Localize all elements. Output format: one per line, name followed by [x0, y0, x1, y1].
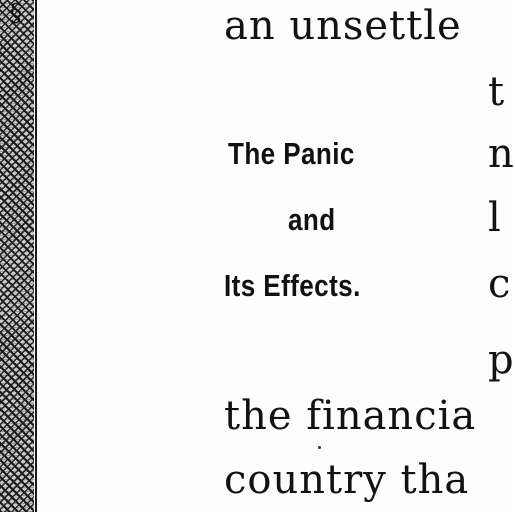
body-line-6: p: [488, 337, 515, 383]
body-line-3: n: [488, 131, 515, 177]
body-line-5: c: [488, 261, 512, 307]
body-line-7: the financia: [224, 393, 477, 439]
body-line-8: country tha: [224, 457, 470, 503]
sidenote-line-3: Its Effects.: [224, 268, 361, 303]
sidenote-line-2: and: [288, 202, 336, 237]
body-line-2: t: [488, 69, 506, 115]
sidenote-line-1: The Panic: [228, 136, 355, 171]
body-line-1: an unsettle: [224, 3, 462, 49]
ink-speck: [318, 446, 321, 449]
border-corner-glyph: §: [10, 0, 22, 27]
body-line-4: l: [488, 195, 502, 241]
ornamental-border: [0, 0, 34, 512]
